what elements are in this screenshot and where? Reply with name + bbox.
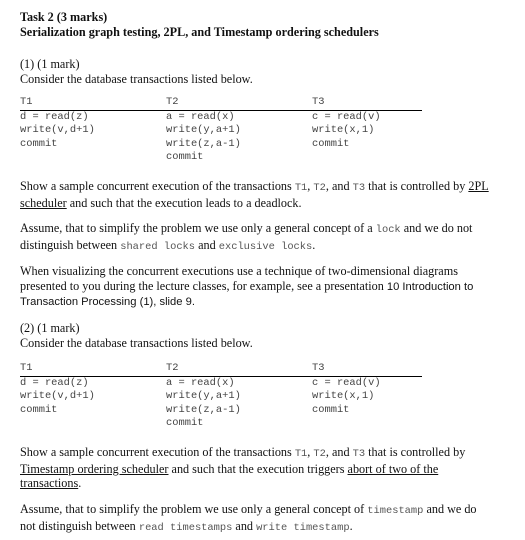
text-span: and we do not distinguish between <box>20 221 473 252</box>
abort-two-transactions-link[interactable]: abort of two of the transactions <box>20 461 439 491</box>
column-header: T2 <box>166 96 312 110</box>
table-cell <box>312 151 422 165</box>
inline-code: read timestamps <box>138 521 233 534</box>
column-header: T3 <box>312 96 422 110</box>
table-row <box>20 110 422 124</box>
table-cell: d = read(z) <box>20 110 89 123</box>
part2-transaction-table <box>20 362 422 431</box>
table-header-row <box>20 362 422 376</box>
part1-paragraph-3 <box>20 264 490 310</box>
task-header <box>20 10 490 39</box>
table-cell: write(x,1) <box>312 390 375 402</box>
text-span: , and <box>325 445 353 459</box>
table-cell: commit <box>166 151 204 163</box>
inline-code: shared locks <box>120 240 196 253</box>
part1-paragraph-2 <box>20 221 490 254</box>
text-span: . <box>312 237 316 252</box>
text-span: that is controlled by <box>365 445 466 459</box>
transaction-ref: T1 <box>294 448 308 460</box>
table-cell: c = read(v) <box>312 110 381 123</box>
table-row <box>20 138 422 152</box>
table-cell: a = read(x) <box>166 110 235 123</box>
table-cell: write(z,a-1) <box>166 403 241 416</box>
table-row <box>20 124 422 138</box>
task-title: Task 2 (3 marks) <box>20 10 108 24</box>
text-span: Assume, that to simplify the problem we use only a general concept of a <box>20 221 376 235</box>
inline-code: exclusive locks <box>218 240 313 253</box>
part2-intro: Consider the database transactions listed below. <box>20 335 253 350</box>
table-cell <box>20 417 166 431</box>
table-cell <box>20 151 166 165</box>
presentation-reference: 10 Introduction to Transaction Processing (1), slide 9. <box>20 280 474 309</box>
table-row <box>20 151 422 165</box>
table-cell: write(y,a+1) <box>166 390 241 402</box>
transaction-ref: T3 <box>352 182 366 194</box>
column-header: T3 <box>312 362 422 376</box>
text-span: that is controlled by <box>365 179 469 193</box>
table-row <box>20 376 422 390</box>
text-span: and <box>195 237 219 252</box>
transaction-ref: T2 <box>313 182 326 194</box>
part1-intro: Consider the database transactions listed below. <box>20 71 253 86</box>
transaction-ref: T3 <box>352 448 366 460</box>
table-cell: write(x,1) <box>312 124 375 136</box>
task-subtitle: Serialization graph testing, 2PL, and Timestamp ordering schedulers <box>20 24 379 39</box>
part2-paragraph-1 <box>20 445 490 491</box>
text-span: and such that the execution leads to a deadlock. <box>66 195 302 210</box>
table-cell: d = read(z) <box>20 376 89 389</box>
table-cell: commit <box>20 137 58 150</box>
inline-code: write timestamp <box>256 521 350 534</box>
text-span: Assume, that to simplify the problem we use only a general concept of <box>20 502 368 516</box>
column-header: T1 <box>20 96 166 110</box>
column-header: T2 <box>166 362 312 376</box>
part1-heading: (1) (1 mark) <box>20 57 80 71</box>
table-cell: commit <box>312 137 350 150</box>
part1-heading-block <box>20 57 490 86</box>
timestamp-ordering-scheduler-link[interactable]: Timestamp ordering scheduler <box>20 461 169 476</box>
part1-paragraph-1 <box>20 179 490 210</box>
part2-paragraph-2 <box>20 502 490 535</box>
text-span: and we do not distinguish between <box>20 502 477 533</box>
table-header-row <box>20 96 422 110</box>
inline-code: lock <box>375 224 401 236</box>
text-span: . <box>78 476 82 491</box>
table-cell: commit <box>312 403 350 416</box>
transaction-ref: T2 <box>313 448 326 460</box>
text-span: , <box>307 445 314 459</box>
table-cell: write(y,a+1) <box>166 124 241 136</box>
table-cell: c = read(v) <box>312 376 381 389</box>
text-span: and <box>232 518 257 533</box>
part1-transaction-table <box>20 96 422 165</box>
2pl-scheduler-link[interactable]: 2PL scheduler <box>20 179 489 210</box>
text-span: , and <box>325 179 353 193</box>
text-span: , <box>307 179 314 193</box>
table-row <box>20 417 422 431</box>
table-cell: commit <box>20 403 58 416</box>
table-cell: a = read(x) <box>166 376 235 389</box>
text-span: When visualizing the concurrent executions use a technique of two-dimensional diagrams presented to you during the lecture classes, for example, see a presentation <box>20 264 458 293</box>
table-row <box>20 404 422 418</box>
text-span: and such that the execution triggers <box>168 461 348 476</box>
text-span: Show a sample concurrent execution of the transactions <box>20 445 295 459</box>
part2-heading-block <box>20 321 490 350</box>
table-cell: commit <box>166 417 204 429</box>
table-row <box>20 390 422 404</box>
transaction-ref: T1 <box>294 182 308 194</box>
part2-heading: (2) (1 mark) <box>20 321 80 335</box>
inline-code: timestamp <box>367 505 424 517</box>
text-span: Show a sample concurrent execution of the transactions <box>20 179 295 193</box>
table-cell: write(v,d+1) <box>20 390 95 402</box>
table-cell <box>312 417 422 431</box>
text-span: . <box>349 518 353 533</box>
table-cell: write(z,a-1) <box>166 137 241 150</box>
table-cell: write(v,d+1) <box>20 124 95 136</box>
column-header: T1 <box>20 362 166 376</box>
